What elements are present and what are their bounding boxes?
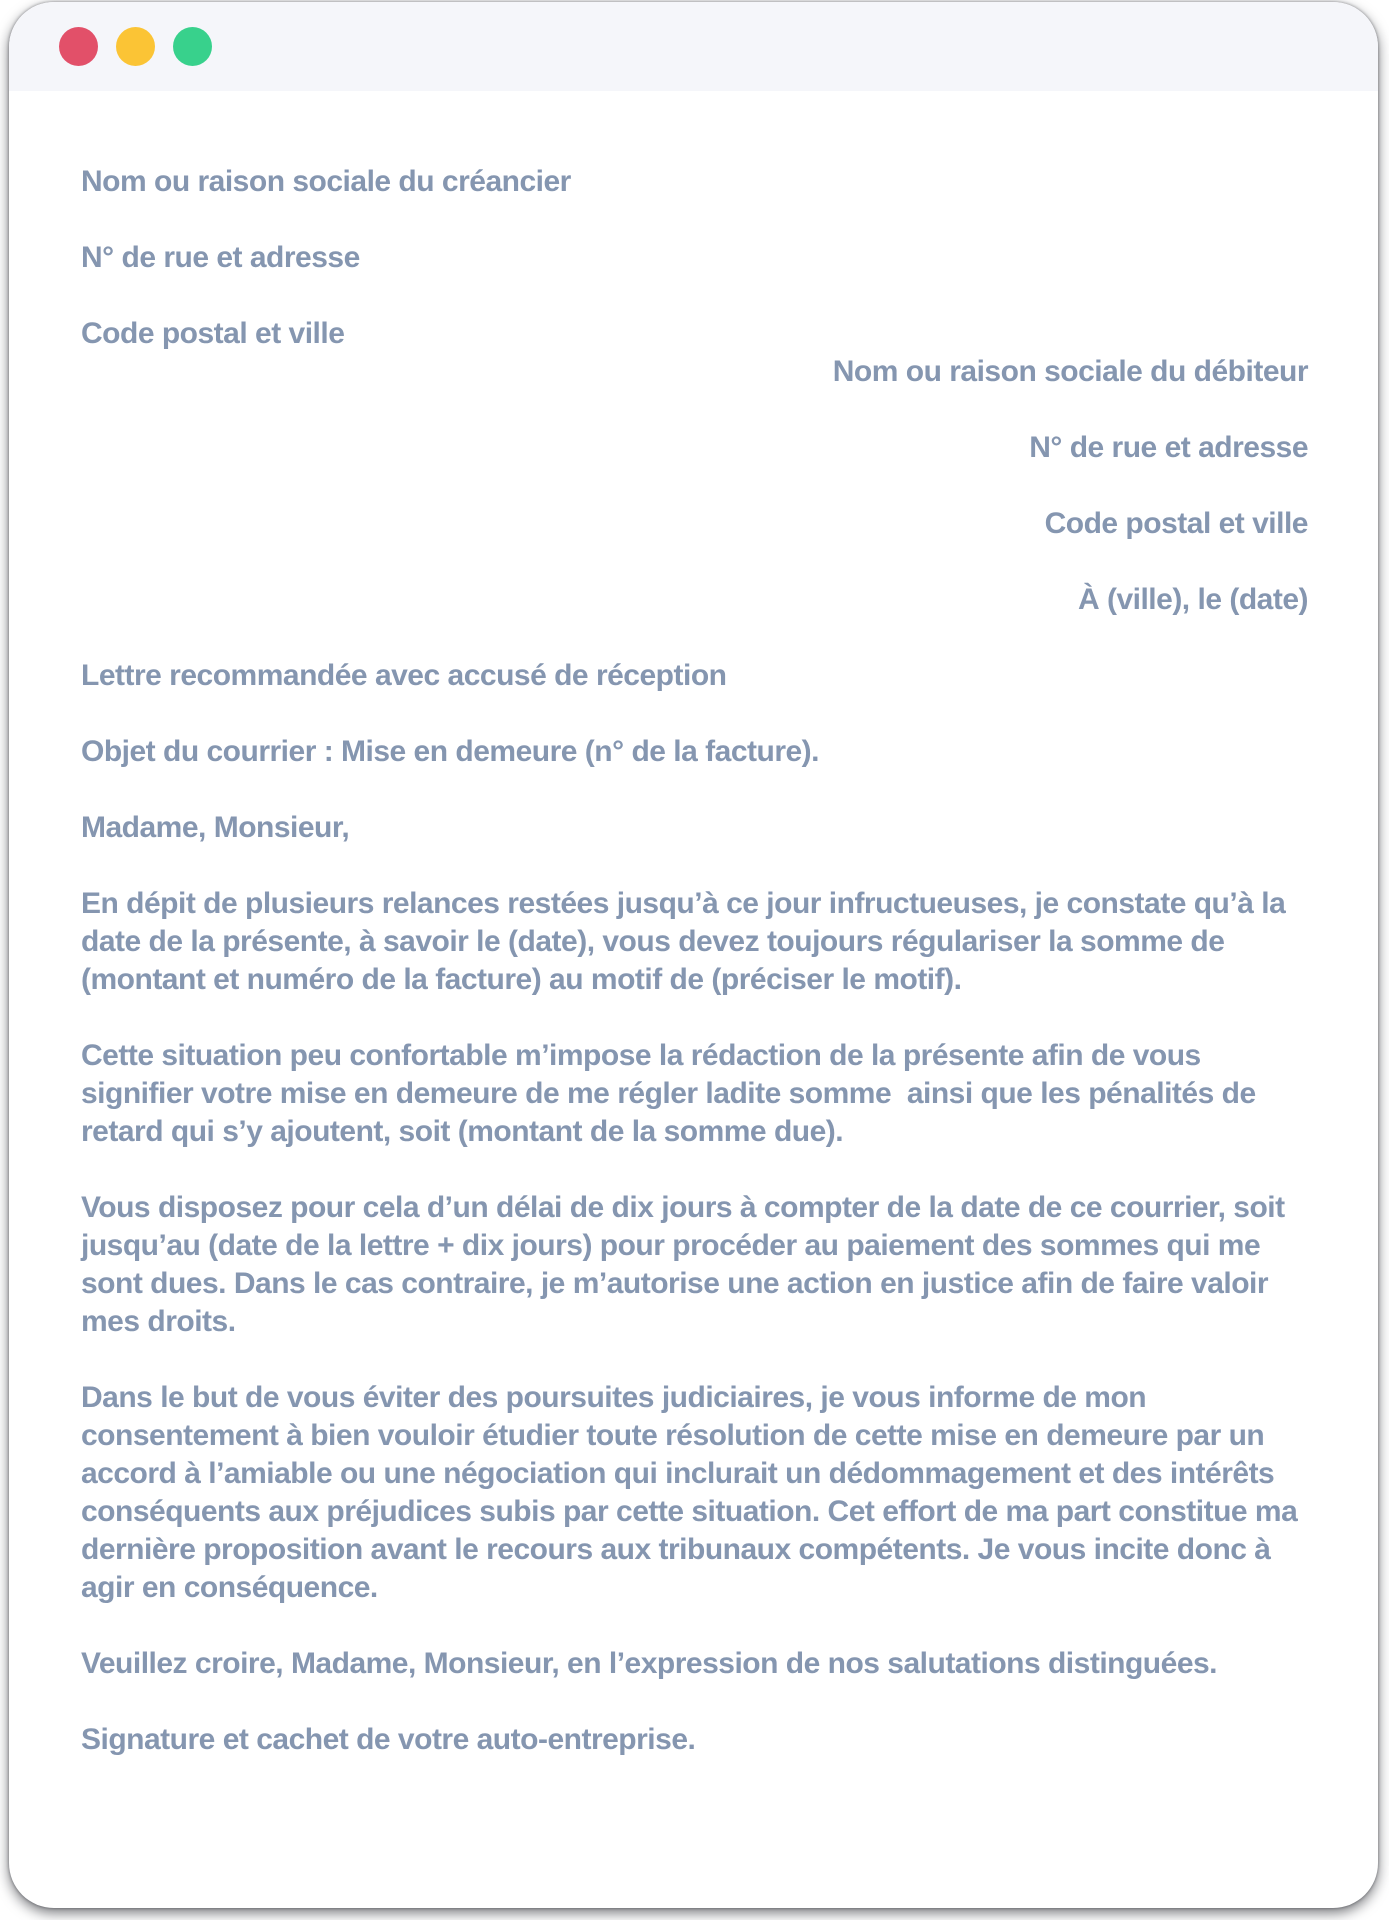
letter-body [9, 91, 1378, 1759]
recipient-street-line: N° de rue et adresse [1029, 431, 1308, 464]
minimize-button[interactable] [116, 27, 155, 66]
paragraph: En dépit de plusieurs relances restées jusqu’à ce jour infructueuses, je constate qu’à la date de la présente, à savoir le (date), vous devez toujours régulariser la somme de (montant et numéro de la facture) au motif de (préciser le motif). [81, 887, 1294, 996]
recipient-name-line: Nom ou raison sociale du débiteur [832, 355, 1308, 388]
maximize-button[interactable] [173, 27, 212, 66]
paragraph: Dans le but de vous éviter des poursuites judiciaires, je vous informe de mon consentement à bien vouloir étudier toute résolution de cette mise en demeure par un accord à l’amiable ou une négociation qui inclurait un dédommagement et des intérêts conséquents aux préjudices subis par cette situation. Cet effort de ma part constitue ma dernière proposition avant le recours aux tribunaux compétents. Je vous incite donc à agir en conséquence. [81, 1381, 1306, 1604]
paragraph: Vous disposez pour cela d’un délai de dix jours à compter de la date de ce courrier, soit jusqu’au (date de la lettre + dix jours) pour procéder au paiement des sommes qui me sont dues. Dans le cas contraire, je m’autorise une action en justice afin de faire valoir mes droits. [81, 1191, 1293, 1338]
sender-name-line: Nom ou raison sociale du créancier [81, 165, 571, 198]
recipient-address-block [81, 353, 1308, 619]
registered-mail-mention: Lettre recommandée avec accusé de réception [81, 659, 727, 692]
sender-street-line: N° de rue et adresse [81, 241, 360, 274]
signature-line: Signature et cachet de votre auto-entreprise. [81, 1723, 696, 1756]
sender-city-line: Code postal et ville [81, 317, 345, 350]
letter-window [9, 2, 1378, 1908]
recipient-city-line: Code postal et ville [1044, 507, 1308, 540]
salutation: Madame, Monsieur, [81, 811, 350, 844]
window-titlebar [9, 2, 1378, 91]
subject-line: Objet du courrier : Mise en demeure (n° de la facture). [81, 735, 819, 768]
sender-address-block [81, 163, 1308, 353]
close-button[interactable] [59, 27, 98, 66]
closing-formula: Veuillez croire, Madame, Monsieur, en l’expression de nos salutations distinguées. [81, 1647, 1218, 1680]
place-date-line: À (ville), le (date) [1077, 583, 1308, 616]
paragraph: Cette situation peu confortable m’impose la rédaction de la présente afin de vous signifier votre mise en demeure de me régler ladite somme ainsi que les pénalités de retard qui s’y ajoutent, soit (montant de la somme due). [81, 1039, 1264, 1148]
